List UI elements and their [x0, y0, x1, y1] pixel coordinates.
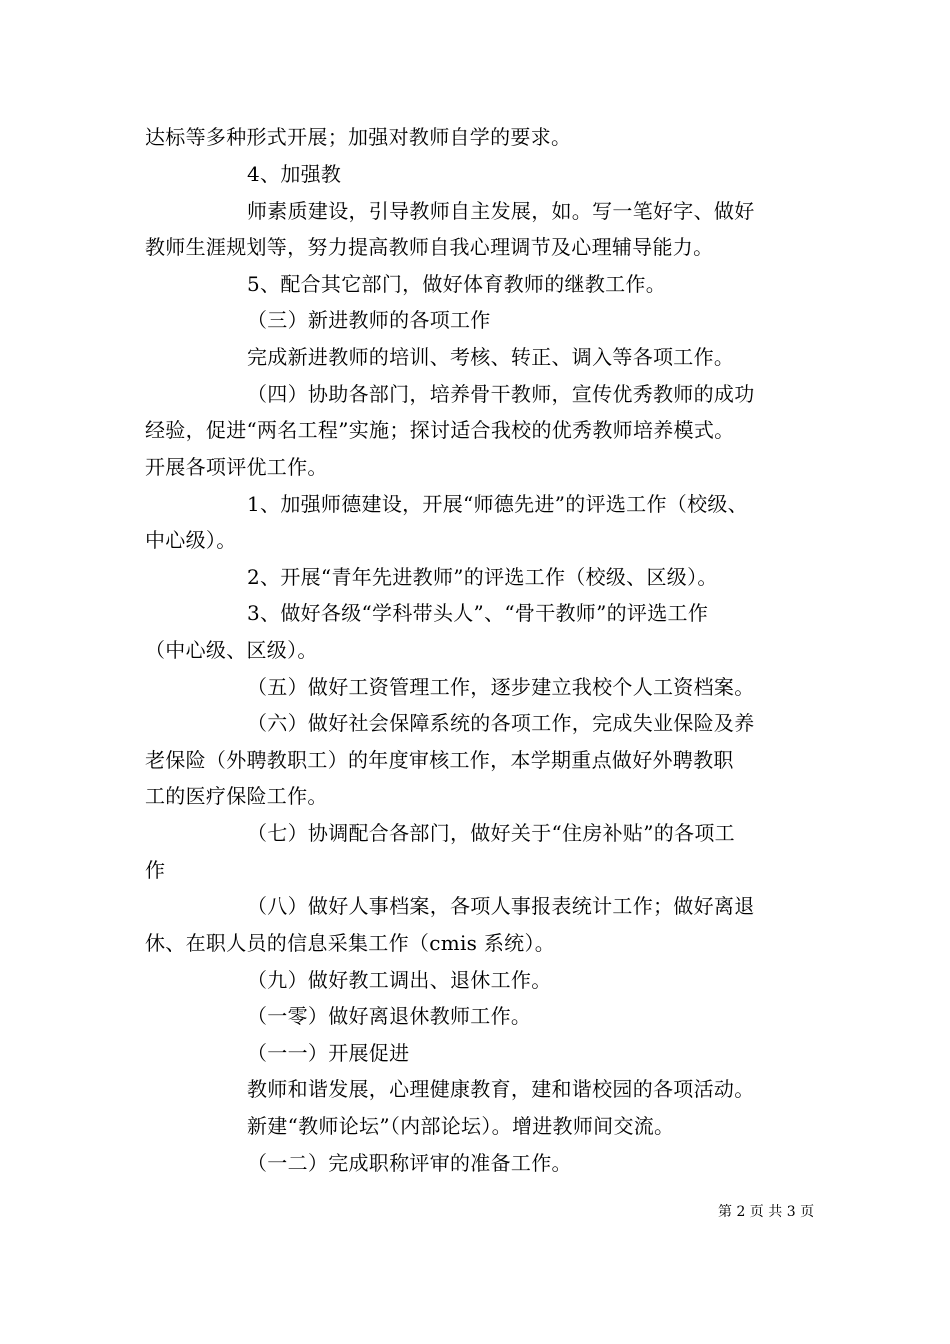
section-heading: （九）做好教工调出、退休工作。 — [247, 968, 552, 992]
text-line: 教师和谐发展，心理健康教育，建和谐校园的各项活动。 — [247, 1077, 755, 1101]
text-line: 作 — [145, 858, 166, 882]
section-heading: （一二）完成职称评审的准备工作。 — [247, 1151, 572, 1175]
text-line: 完成新进教师的培训、考核、转正、调入等各项工作。 — [247, 345, 735, 369]
text-line: 3、做好各级“学科带头人”、“骨干教师”的评选工作 — [247, 601, 709, 625]
text-line: 新建“教师论坛”（内部论坛）。增进教师间交流。 — [247, 1114, 675, 1138]
text-line: 休、在职人员的信息采集工作（cmis 系统）。 — [145, 931, 556, 955]
text-line: 工的医疗保险工作。 — [145, 784, 328, 808]
text-line: （中心级、区级）。 — [145, 638, 318, 662]
text-line: 经验，促进“两名工程”实施；探讨适合我校的优秀教师培养模式。 — [145, 418, 735, 442]
section-heading: （一一）开展促进 — [247, 1041, 410, 1065]
text-line: 老保险（外聘教职工）的年度审核工作，本学期重点做好外聘教职 — [145, 748, 734, 772]
section-heading: （一零）做好离退休教师工作。 — [247, 1004, 532, 1028]
text-line: 开展各项评优工作。 — [145, 455, 328, 479]
section-heading: （八）做好人事档案，各项人事报表统计工作；做好离退 — [247, 894, 755, 918]
section-heading: （四）协助各部门，培养骨干教师，宣传优秀教师的成功 — [247, 382, 755, 406]
text-line: 4、加强教 — [247, 162, 342, 186]
text-line: 5、配合其它部门，做好体育教师的继教工作。 — [247, 272, 667, 296]
section-heading: （七）协调配合各部门，做好关于“住房补贴”的各项工 — [247, 821, 735, 845]
text-line: 中心级）。 — [145, 528, 237, 552]
text-line: 教师生涯规划等，努力提高教师自我心理调节及心理辅导能力。 — [145, 235, 714, 259]
text-line: 师素质建设，引导教师自主发展，如。写一笔好字、做好 — [247, 199, 755, 223]
text-line: 1、加强师德建设，开展“师德先进”的评选工作（校级、 — [247, 492, 748, 516]
text-line: 达标等多种形式开展；加强对教师自学的要求。 — [145, 125, 572, 149]
section-heading: （六）做好社会保障系统的各项工作，完成失业保险及养 — [247, 711, 755, 735]
page-number-footer: 第 2 页 共 3 页 — [718, 1204, 815, 1220]
text-line: 2、开展“青年先进教师”的评选工作（校级、区级）。 — [247, 565, 718, 589]
section-heading: （五）做好工资管理工作，逐步建立我校个人工资档案。 — [247, 675, 755, 699]
section-heading: （三）新进教师的各项工作 — [247, 308, 491, 332]
